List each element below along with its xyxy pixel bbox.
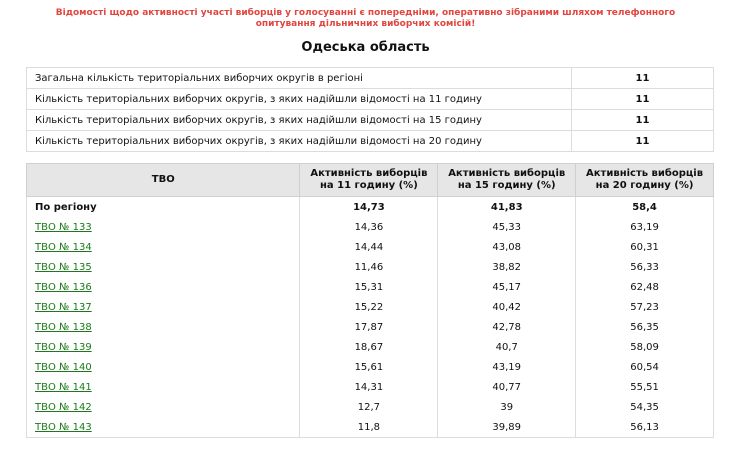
header-turnout-15-line1: Активність виборців bbox=[448, 168, 566, 179]
turnout-15-cell: 41,83 bbox=[438, 197, 576, 218]
summary-value: 11 bbox=[572, 89, 714, 110]
tvo-link-140[interactable]: ТВО № 140 bbox=[35, 361, 92, 373]
tvo-link-134[interactable]: ТВО № 134 bbox=[35, 241, 92, 253]
summary-row bbox=[27, 110, 714, 131]
turnout-15-cell: 45,17 bbox=[438, 277, 576, 297]
turnout-20-cell: 60,31 bbox=[576, 237, 714, 257]
turnout-15-cell: 39,89 bbox=[438, 417, 576, 438]
header-turnout-15 bbox=[438, 164, 576, 197]
table-row bbox=[27, 257, 714, 277]
table-row bbox=[27, 397, 714, 417]
tvo-link-143[interactable]: ТВО № 143 bbox=[35, 421, 92, 433]
region-total-label: По регіону bbox=[27, 197, 300, 218]
header-turnout-20-line2: на 20 годину (%) bbox=[595, 180, 694, 191]
turnout-15-cell: 39 bbox=[438, 397, 576, 417]
table-row bbox=[27, 237, 714, 257]
turnout-20-cell: 63,19 bbox=[576, 217, 714, 237]
turnout-20-cell: 58,09 bbox=[576, 337, 714, 357]
turnout-11-cell: 12,7 bbox=[300, 397, 438, 417]
table-row bbox=[27, 417, 714, 438]
summary-label: Загальна кількість територіальних виборчих округів в регіоні bbox=[27, 68, 572, 89]
tvo-link-135[interactable]: ТВО № 135 bbox=[35, 261, 92, 273]
header-turnout-20-line1: Активність виборців bbox=[586, 168, 704, 179]
turnout-11-cell: 15,22 bbox=[300, 297, 438, 317]
header-turnout-15-line2: на 15 годину (%) bbox=[457, 180, 556, 191]
header-turnout-11-line1: Активність виборців bbox=[310, 168, 428, 179]
turnout-15-cell: 40,7 bbox=[438, 337, 576, 357]
turnout-15-cell: 43,19 bbox=[438, 357, 576, 377]
header-tvo: ТВО bbox=[27, 164, 300, 197]
turnout-15-cell: 43,08 bbox=[438, 237, 576, 257]
turnout-15-cell: 45,33 bbox=[438, 217, 576, 237]
summary-label: Кількість територіальних виборчих округів, з яких надійшли відомості на 11 годину bbox=[27, 89, 572, 110]
tvo-link-133[interactable]: ТВО № 133 bbox=[35, 221, 92, 233]
region-title: Одеська область bbox=[301, 40, 430, 55]
table-row bbox=[27, 217, 714, 237]
turnout-11-cell: 14,36 bbox=[300, 217, 438, 237]
table-row bbox=[27, 297, 714, 317]
summary-label: Кількість територіальних виборчих округів, з яких надійшли відомості на 15 годину bbox=[27, 110, 572, 131]
turnout-20-cell: 56,35 bbox=[576, 317, 714, 337]
turnout-header-row bbox=[27, 164, 714, 197]
turnout-11-cell: 14,73 bbox=[300, 197, 438, 218]
header-turnout-11-line2: на 11 годину (%) bbox=[319, 180, 418, 191]
turnout-11-cell: 14,31 bbox=[300, 377, 438, 397]
summary-value: 11 bbox=[572, 131, 714, 152]
table-row bbox=[27, 357, 714, 377]
header-turnout-20 bbox=[576, 164, 714, 197]
tvo-link-138[interactable]: ТВО № 138 bbox=[35, 321, 92, 333]
turnout-11-cell: 18,67 bbox=[300, 337, 438, 357]
turnout-11-cell: 11,46 bbox=[300, 257, 438, 277]
turnout-20-cell: 57,23 bbox=[576, 297, 714, 317]
turnout-20-cell: 60,54 bbox=[576, 357, 714, 377]
summary-value: 11 bbox=[572, 68, 714, 89]
summary-value: 11 bbox=[572, 110, 714, 131]
turnout-20-cell: 54,35 bbox=[576, 397, 714, 417]
tvo-link-137[interactable]: ТВО № 137 bbox=[35, 301, 92, 313]
turnout-11-cell: 15,61 bbox=[300, 357, 438, 377]
turnout-11-cell: 14,44 bbox=[300, 237, 438, 257]
turnout-20-cell: 62,48 bbox=[576, 277, 714, 297]
turnout-15-cell: 42,78 bbox=[438, 317, 576, 337]
table-row bbox=[27, 277, 714, 297]
turnout-11-cell: 17,87 bbox=[300, 317, 438, 337]
turnout-15-cell: 40,77 bbox=[438, 377, 576, 397]
turnout-15-cell: 40,42 bbox=[438, 297, 576, 317]
table-row bbox=[27, 337, 714, 357]
turnout-11-cell: 11,8 bbox=[300, 417, 438, 438]
turnout-20-cell: 56,13 bbox=[576, 417, 714, 438]
header-turnout-11 bbox=[300, 164, 438, 197]
turnout-20-cell: 55,51 bbox=[576, 377, 714, 397]
preliminary-notice: Відомості щодо активності участі виборців у голосуванні є попередніми, оперативно зібраними шляхом телефонного опитування дільничних виборчих комісій! bbox=[55, 8, 676, 29]
summary-row bbox=[27, 131, 714, 152]
tvo-link-141[interactable]: ТВО № 141 bbox=[35, 381, 92, 393]
region-total-row bbox=[27, 197, 714, 218]
tvo-link-142[interactable]: ТВО № 142 bbox=[35, 401, 92, 413]
table-row bbox=[27, 317, 714, 337]
tvo-link-136[interactable]: ТВО № 136 bbox=[35, 281, 92, 293]
turnout-11-cell: 15,31 bbox=[300, 277, 438, 297]
tvo-link-139[interactable]: ТВО № 139 bbox=[35, 341, 92, 353]
turnout-table bbox=[26, 163, 714, 438]
summary-row bbox=[27, 89, 714, 110]
turnout-15-cell: 38,82 bbox=[438, 257, 576, 277]
summary-label: Кількість територіальних виборчих округів, з яких надійшли відомості на 20 годину bbox=[27, 131, 572, 152]
turnout-20-cell: 56,33 bbox=[576, 257, 714, 277]
table-row bbox=[27, 377, 714, 397]
summary-row bbox=[27, 68, 714, 89]
turnout-20-cell: 58,4 bbox=[576, 197, 714, 218]
summary-table bbox=[26, 67, 714, 152]
